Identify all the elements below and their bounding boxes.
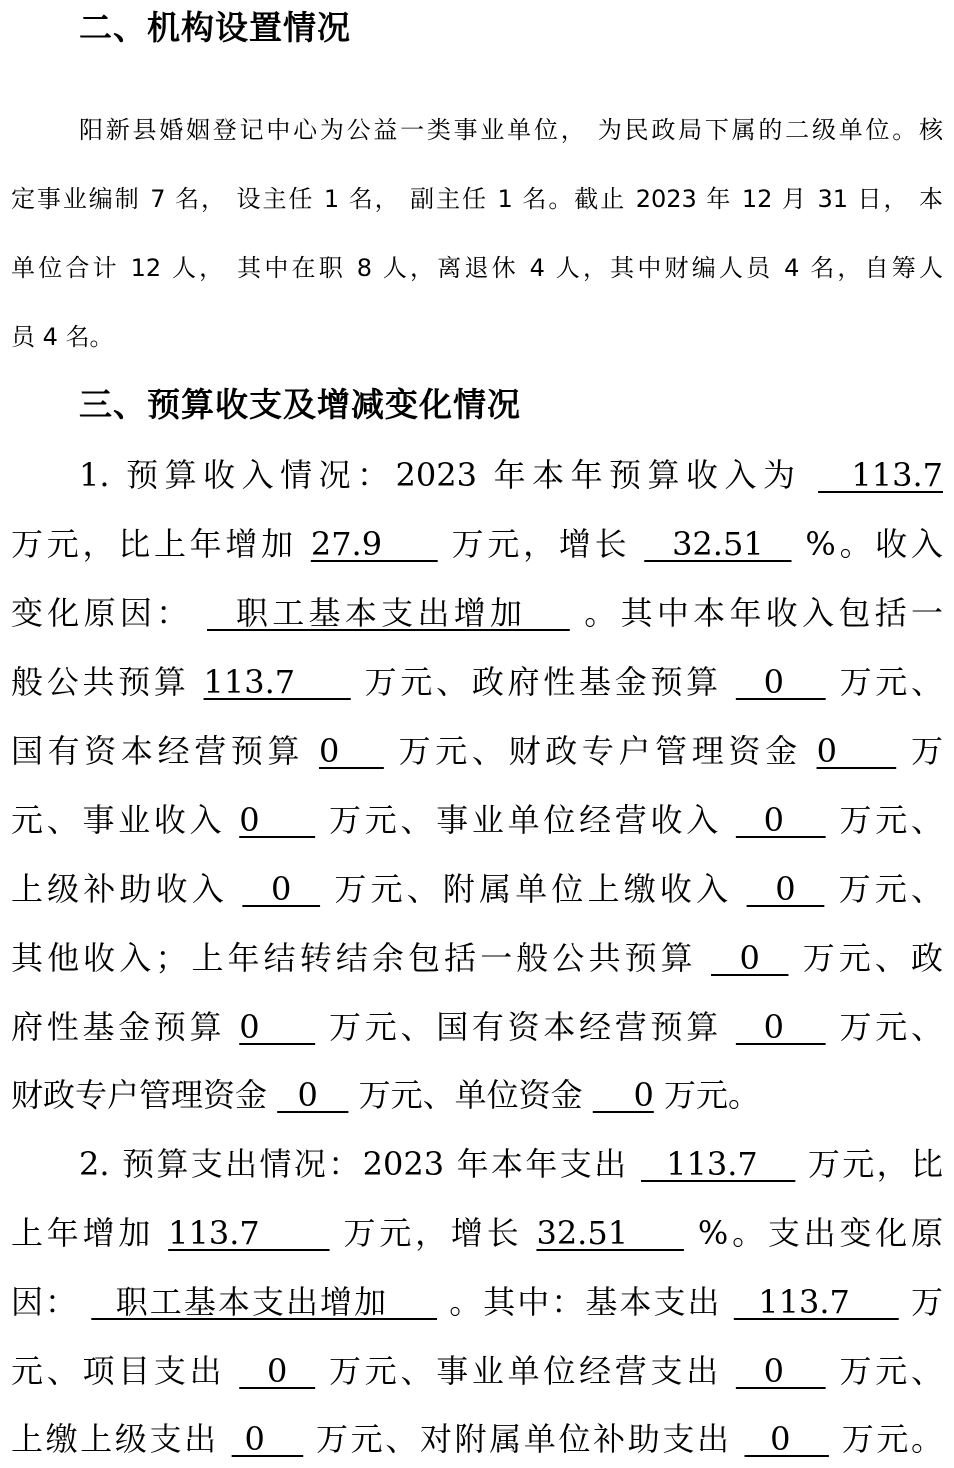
line-text: 万元。 <box>841 1420 943 1458</box>
line-text: 2. 预算支出情况：2023 年本年支出 <box>79 1145 629 1183</box>
line-text: 万元、政 <box>802 939 943 977</box>
line-text: 万 <box>911 732 944 770</box>
line-text: 万元，比上年增加 <box>11 525 297 563</box>
line-text: 万元、事业单位经营支出 <box>329 1352 722 1390</box>
paragraph-line <box>79 1142 943 1186</box>
filled-blank: 0 <box>816 732 897 770</box>
filled-blank: 27.9 <box>310 525 438 563</box>
line-text: 财政专户管理资金 <box>11 1076 268 1114</box>
line-text: 万元、财政专户管理资金 <box>398 732 802 770</box>
line-text: 变化原因： <box>11 594 193 632</box>
line-text: 万元、 <box>839 1352 943 1390</box>
section-heading-organization: 二、机构设置情况 <box>79 8 351 47</box>
line-text: 万 <box>910 1283 943 1321</box>
paragraph-line: 单位合计 12 人， 其中在职 8 人，离退休 4 人，其中财编人员 4 名，自筹人 <box>11 254 943 282</box>
line-text: 1. 预算收入情况：2023 年本年预算收入为 <box>79 456 802 494</box>
line-text: 府性基金预算 <box>11 1008 226 1046</box>
paragraph-line <box>11 1349 943 1393</box>
filled-blank: 0 <box>735 801 826 839</box>
filled-blank: 113.7 <box>168 1214 330 1252</box>
paragraph-line <box>11 660 943 704</box>
paragraph-line <box>11 729 943 773</box>
filled-blank: 113.7 <box>641 1145 796 1183</box>
line-text: 万元。 <box>663 1076 760 1114</box>
line-text: 其他收入；上年结转结余包括一般公共预算 <box>11 939 697 977</box>
line-text: 国有资本经营预算 <box>11 732 305 770</box>
paragraph-line: 阳新县婚姻登记中心为公益一类事业单位， 为民政局下属的二级单位。核 <box>79 116 943 144</box>
paragraph-line <box>11 1417 943 1461</box>
filled-blank: 职工基本支出增加 <box>207 594 570 632</box>
filled-blank: 0 <box>239 1352 316 1390</box>
paragraph-line: 定事业编制 7 名， 设主任 1 名， 副主任 1 名。截止 2023 年 12 月 31 日， 本 <box>11 185 943 213</box>
paragraph-line <box>11 1005 943 1049</box>
filled-blank: 0 <box>744 1420 829 1458</box>
line-text: 万元、 <box>839 801 943 839</box>
filled-blank: 0 <box>735 663 826 701</box>
line-text: 元、事业收入 <box>11 801 226 839</box>
filled-blank: 0 <box>319 732 384 770</box>
line-text: %。收入 <box>805 525 944 563</box>
filled-blank: 113.7 <box>733 1283 899 1321</box>
paragraph-line <box>11 1073 943 1117</box>
paragraph-line <box>11 798 943 842</box>
line-text: 上缴上级支出 <box>11 1420 219 1458</box>
filled-blank: 32.51 <box>536 1214 684 1252</box>
paragraph-line <box>11 591 943 635</box>
filled-blank: 0 <box>231 1420 304 1458</box>
line-text: 元、项目支出 <box>11 1352 226 1390</box>
paragraph-line <box>11 867 943 911</box>
line-text: 上年增加 <box>11 1214 155 1252</box>
filled-blank: 113.7 <box>203 663 351 701</box>
line-text: %。支出变化原 <box>697 1214 944 1252</box>
line-text: 因： <box>11 1283 80 1321</box>
line-text: 万元，增长 <box>343 1214 523 1252</box>
filled-blank: 职工基本支出增加 <box>91 1283 437 1321</box>
filled-blank: 0 <box>277 1076 349 1114</box>
filled-blank: 113.7 <box>818 456 944 494</box>
filled-blank: 0 <box>242 870 321 908</box>
line-text: 。其中本年收入包括一 <box>584 594 943 632</box>
line-text: 万元、 <box>839 1008 943 1046</box>
filled-blank: 0 <box>592 1076 654 1114</box>
line-text: 万元，比 <box>807 1145 943 1183</box>
line-text: 万元、 <box>839 663 944 701</box>
line-text: 万元、政府性基金预算 <box>364 663 722 701</box>
line-text: 万元、对附属单位补助支出 <box>316 1420 732 1458</box>
filled-blank: 0 <box>239 1008 316 1046</box>
line-text: 万元、国有资本经营预算 <box>329 1008 722 1046</box>
filled-blank: 0 <box>239 801 316 839</box>
line-text: 万元，增长 <box>451 525 631 563</box>
filled-blank: 32.51 <box>644 525 792 563</box>
line-text: 。其中：基本支出 <box>449 1283 722 1321</box>
line-text: 万元、附属单位上缴收入 <box>334 870 733 908</box>
line-text: 万元、 <box>838 870 944 908</box>
filled-blank: 0 <box>735 1352 826 1390</box>
paragraph-line <box>11 936 943 980</box>
line-text: 万元、单位资金 <box>358 1076 583 1114</box>
line-text: 上级补助收入 <box>11 870 229 908</box>
section-heading-budget: 三、预算收支及增减变化情况 <box>79 385 521 424</box>
filled-blank: 0 <box>746 870 825 908</box>
paragraph-line: 员 4 名。 <box>11 323 114 351</box>
paragraph-line <box>79 453 943 497</box>
line-text: 万元、事业单位经营收入 <box>329 801 722 839</box>
filled-blank: 0 <box>711 939 789 977</box>
paragraph-line <box>11 522 943 566</box>
line-text: 般公共预算 <box>11 663 190 701</box>
filled-blank: 0 <box>735 1008 826 1046</box>
paragraph-line <box>11 1211 943 1255</box>
paragraph-line <box>11 1280 943 1324</box>
